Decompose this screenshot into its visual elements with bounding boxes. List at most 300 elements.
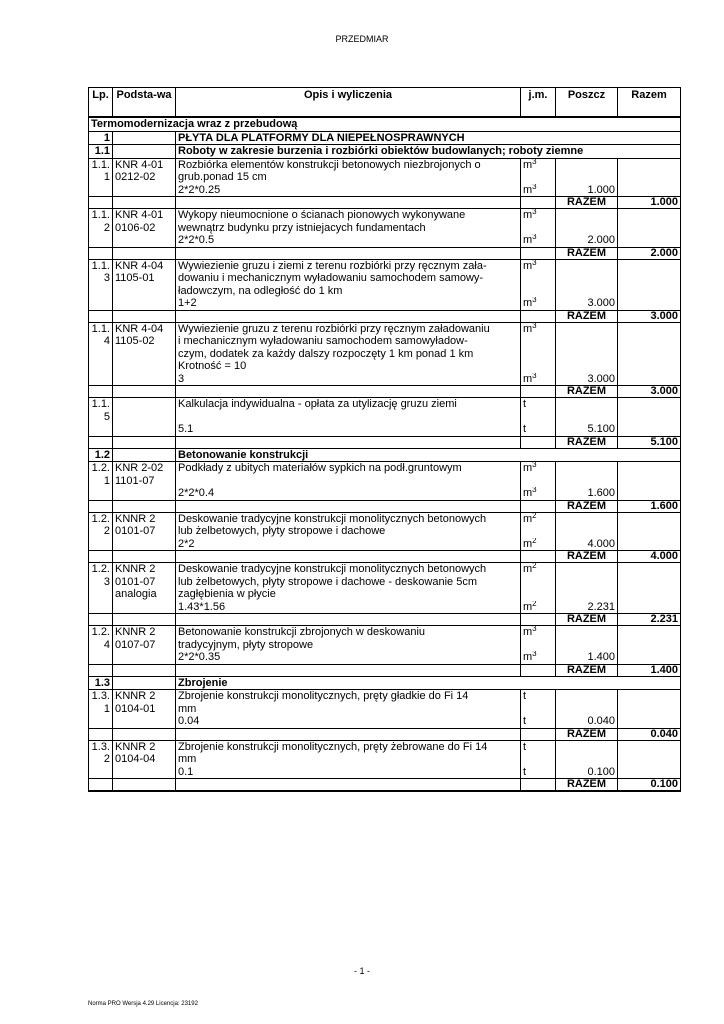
unit-label: $m^3$	[523, 183, 537, 196]
item-jm	[521, 322, 556, 335]
item-podstawa	[113, 348, 176, 361]
item-opis: ładowczym, na odległość do 1 km	[176, 285, 521, 298]
calc-jm	[521, 297, 556, 310]
unit-label: $m^3$	[523, 651, 537, 663]
calculated-quantity: 1.600	[556, 487, 618, 500]
summary-total: 3.000	[618, 310, 681, 322]
col-lp: Lp.	[89, 88, 113, 118]
item-poszcz	[556, 576, 618, 589]
item-opis: czym, dodatek za każdy dalszy rozpoczęty 1 km ponad 1 km	[176, 348, 521, 361]
calc-lp	[89, 538, 113, 551]
summary-row	[89, 247, 681, 259]
calculation-formula: 1.43*1.56	[176, 601, 521, 614]
summary-row	[89, 310, 681, 322]
item-lp	[89, 285, 113, 298]
summary-opis	[176, 728, 521, 740]
item-poszcz	[556, 462, 618, 475]
summary-lp	[89, 247, 113, 259]
item-razem	[618, 740, 681, 753]
section-title-s11: Roboty w zakresie burzenia i rozbiórki obiektów budowlanych; roboty ziemne	[176, 145, 681, 159]
summary-label: RAZEM	[556, 247, 618, 259]
item-lp: 1.1.	[89, 259, 113, 272]
item-row	[89, 639, 681, 652]
summary-pod	[113, 310, 176, 322]
col-poszcz: Poszcz	[556, 88, 618, 118]
calculation-formula: 3	[176, 373, 521, 386]
calc-lp	[89, 297, 113, 310]
section-title-s13: Zbrojenie	[176, 676, 681, 690]
item-podstawa: 0107-07	[113, 639, 176, 652]
item-poszcz	[556, 360, 618, 373]
item-lp: 1.1.	[89, 209, 113, 222]
item-razem	[618, 462, 681, 475]
unit-label-exp: 3	[532, 461, 537, 469]
item-row	[89, 576, 681, 589]
item-razem	[618, 639, 681, 652]
calculation-formula: 0.04	[176, 715, 521, 728]
calculation-formula: 5.1	[176, 423, 521, 436]
item-podstawa: KNNR 2	[113, 740, 176, 753]
item-lp: 1	[89, 703, 113, 716]
item-razem	[618, 563, 681, 576]
item-podstawa: KNR 2-02	[113, 462, 176, 475]
item-poszcz	[556, 171, 618, 184]
item-jm	[521, 512, 556, 525]
item-podstawa: KNNR 2	[113, 626, 176, 639]
item-opis: dowaniu i mechanicznym wyładowaniu samochodem samowy-	[176, 272, 521, 285]
unit-label: t	[523, 398, 527, 410]
calculation-row	[89, 766, 681, 779]
unit-label: t	[523, 765, 527, 778]
item-opis: Zbrojenie konstrukcji monolitycznych, pręty gładkie do Fi 14	[176, 690, 521, 703]
item-podstawa: KNR 4-04	[113, 322, 176, 335]
item-opis: Podkłady z ubitych materiałów sypkich na podł.gruntowym	[176, 462, 521, 475]
item-razem	[618, 703, 681, 716]
col-jm: j.m.	[521, 88, 556, 118]
summary-total: 1.600	[618, 500, 681, 512]
section-pod-s11	[113, 145, 176, 159]
item-row	[89, 322, 681, 335]
calc-jm	[521, 766, 556, 779]
item-opis: mm	[176, 753, 521, 766]
summary-label: RAZEM	[556, 436, 618, 448]
item-poszcz	[556, 626, 618, 639]
summary-row	[89, 436, 681, 448]
calc-razem	[618, 297, 681, 310]
item-lp: 1.3.	[89, 690, 113, 703]
item-lp: 1	[89, 171, 113, 184]
item-poszcz	[556, 703, 618, 716]
unit-label: $m^3$	[523, 625, 537, 638]
summary-lp	[89, 386, 113, 398]
item-jm	[521, 360, 556, 373]
summary-row	[89, 664, 681, 676]
calc-razem	[618, 651, 681, 664]
unit-label-exp: 3	[532, 183, 537, 191]
item-jm	[521, 411, 556, 424]
summary-opis	[176, 386, 521, 398]
summary-opis	[176, 436, 521, 448]
item-opis: i mechanicznym wyładowaniu samochodem samowyładow-	[176, 335, 521, 348]
item-poszcz	[556, 525, 618, 538]
summary-row	[89, 500, 681, 512]
item-row	[89, 272, 681, 285]
summary-lp	[89, 197, 113, 209]
item-jm	[521, 462, 556, 475]
summary-jm	[521, 728, 556, 740]
unit-label-exp: 3	[532, 259, 537, 267]
calc-podstawa	[113, 184, 176, 197]
item-opis: lub żelbetowych, płyty stropowe i dachowe - deskowanie 5cm	[176, 576, 521, 589]
summary-jm	[521, 436, 556, 448]
item-razem	[618, 171, 681, 184]
item-jm	[521, 335, 556, 348]
item-opis: Deskowanie tradycyjne konstrukcji monolitycznych betonowych	[176, 512, 521, 525]
summary-lp	[89, 500, 113, 512]
calculation-row	[89, 373, 681, 386]
summary-lp	[89, 664, 113, 676]
item-lp	[89, 348, 113, 361]
summary-jm	[521, 779, 556, 792]
item-opis	[176, 411, 521, 424]
section-row-s12	[89, 448, 681, 462]
item-razem	[618, 398, 681, 411]
unit-label: $m^3$	[523, 461, 537, 474]
summary-opis	[176, 500, 521, 512]
unit-label: $m^3$	[523, 234, 537, 246]
item-jm	[521, 753, 556, 766]
summary-label: RAZEM	[556, 310, 618, 322]
unit-label-exp: 2	[532, 600, 537, 608]
item-lp	[89, 360, 113, 373]
summary-pod	[113, 386, 176, 398]
item-podstawa: 0104-01	[113, 703, 176, 716]
item-row	[89, 563, 681, 576]
summary-opis	[176, 551, 521, 563]
item-podstawa: 0106-02	[113, 222, 176, 235]
section-lp-s11: 1.1	[89, 145, 113, 159]
calc-podstawa	[113, 766, 176, 779]
calculated-quantity: 2.000	[556, 234, 618, 247]
item-jm	[521, 639, 556, 652]
item-opis: mm	[176, 703, 521, 716]
unit-label: $m^3$	[523, 158, 537, 171]
item-poszcz	[556, 475, 618, 488]
summary-pod	[113, 664, 176, 676]
table-body	[89, 117, 681, 791]
calc-podstawa	[113, 234, 176, 247]
summary-opis	[176, 310, 521, 322]
calculated-quantity: 1.400	[556, 651, 618, 664]
summary-jm	[521, 247, 556, 259]
calc-jm	[521, 538, 556, 551]
summary-label: RAZEM	[556, 614, 618, 626]
summary-row	[89, 614, 681, 626]
item-lp: 3	[89, 272, 113, 285]
item-jm	[521, 158, 556, 171]
unit-label: t	[523, 740, 527, 753]
calc-jm	[521, 184, 556, 197]
item-jm	[521, 272, 556, 285]
summary-lp	[89, 779, 113, 792]
item-row	[89, 475, 681, 488]
item-poszcz	[556, 209, 618, 222]
item-razem	[618, 335, 681, 348]
section-row-main	[89, 117, 681, 131]
calculated-quantity: 0.040	[556, 715, 618, 728]
calc-jm	[521, 423, 556, 436]
item-row	[89, 703, 681, 716]
summary-jm	[521, 386, 556, 398]
item-razem	[618, 512, 681, 525]
summary-jm	[521, 500, 556, 512]
summary-jm	[521, 664, 556, 676]
item-podstawa: 1105-01	[113, 272, 176, 285]
calculation-row	[89, 601, 681, 614]
summary-row	[89, 728, 681, 740]
item-opis	[176, 475, 521, 488]
item-podstawa: 1105-02	[113, 335, 176, 348]
item-podstawa: KNR 4-01	[113, 209, 176, 222]
summary-pod	[113, 197, 176, 209]
item-jm	[521, 285, 556, 298]
page-number: - 1 -	[353, 966, 370, 976]
item-razem	[618, 158, 681, 171]
item-poszcz	[556, 285, 618, 298]
item-poszcz	[556, 259, 618, 272]
item-jm	[521, 209, 556, 222]
item-opis: zagłębienia w płycie	[176, 588, 521, 601]
item-podstawa: 0101-07	[113, 576, 176, 589]
summary-row	[89, 779, 681, 792]
unit-label-exp: 3	[532, 208, 537, 216]
item-jm	[521, 525, 556, 538]
item-podstawa: KNR 4-01	[113, 158, 176, 171]
item-row	[89, 259, 681, 272]
summary-lp	[89, 614, 113, 626]
item-row	[89, 348, 681, 361]
item-razem	[618, 322, 681, 335]
item-opis: tradycyjnym, płyty stropowe	[176, 639, 521, 652]
calc-podstawa	[113, 538, 176, 551]
item-row	[89, 171, 681, 184]
item-poszcz	[556, 398, 618, 411]
calc-podstawa	[113, 423, 176, 436]
calculation-row	[89, 234, 681, 247]
calculation-formula: 2*2*0.25	[176, 184, 521, 197]
section-title-s12: Betonowanie konstrukcji	[176, 448, 681, 462]
calc-jm	[521, 373, 556, 386]
calculated-quantity: 3.000	[556, 373, 618, 386]
section-row-s13	[89, 676, 681, 690]
item-row	[89, 398, 681, 411]
calculation-formula: 2*2*0.5	[176, 234, 521, 247]
item-podstawa	[113, 411, 176, 424]
summary-pod	[113, 247, 176, 259]
unit-label-exp: 3	[532, 372, 537, 380]
calc-razem	[618, 487, 681, 500]
item-lp: 1.1.	[89, 398, 113, 411]
item-poszcz	[556, 348, 618, 361]
unit-label: t	[523, 423, 527, 435]
item-poszcz	[556, 740, 618, 753]
summary-label: RAZEM	[556, 197, 618, 209]
item-razem	[618, 626, 681, 639]
item-poszcz	[556, 222, 618, 235]
col-podstawa: Podsta-wa	[113, 88, 176, 118]
unit-label: $m^3$	[523, 487, 537, 499]
unit-label-exp: 3	[532, 625, 537, 633]
summary-jm	[521, 551, 556, 563]
item-row	[89, 285, 681, 298]
item-podstawa: analogia	[113, 588, 176, 601]
item-jm	[521, 171, 556, 184]
summary-total: 0.100	[618, 779, 681, 792]
calc-razem	[618, 234, 681, 247]
item-podstawa: 0212-02	[113, 171, 176, 184]
section-lp-s13: 1.3	[89, 676, 113, 690]
summary-total: 1.400	[618, 664, 681, 676]
item-podstawa: KNNR 2	[113, 690, 176, 703]
summary-total: 5.100	[618, 436, 681, 448]
calc-jm	[521, 651, 556, 664]
calculation-row	[89, 538, 681, 551]
item-razem	[618, 588, 681, 601]
item-podstawa	[113, 360, 176, 373]
item-podstawa: KNNR 2	[113, 563, 176, 576]
calc-lp	[89, 423, 113, 436]
item-razem	[618, 360, 681, 373]
summary-row	[89, 551, 681, 563]
item-razem	[618, 475, 681, 488]
calculation-row	[89, 651, 681, 664]
summary-opis	[176, 614, 521, 626]
calculated-quantity: 3.000	[556, 297, 618, 310]
calculation-row	[89, 487, 681, 500]
item-jm	[521, 690, 556, 703]
calculation-formula: 2*2*0.4	[176, 487, 521, 500]
item-lp: 3	[89, 576, 113, 589]
item-podstawa	[113, 285, 176, 298]
item-row	[89, 690, 681, 703]
item-opis: Zbrojenie konstrukcji monolitycznych, pręty żebrowane do Fi 14	[176, 740, 521, 753]
unit-label-exp: 3	[532, 234, 537, 241]
item-poszcz	[556, 272, 618, 285]
summary-label: RAZEM	[556, 664, 618, 676]
item-jm	[521, 740, 556, 753]
item-lp: 4	[89, 335, 113, 348]
unit-label-exp: 2	[532, 512, 537, 520]
item-poszcz	[556, 639, 618, 652]
item-poszcz	[556, 158, 618, 171]
calc-razem	[618, 184, 681, 197]
summary-label: RAZEM	[556, 728, 618, 740]
unit-label: $m^3$	[523, 259, 537, 272]
col-opis: Opis i wyliczenia	[176, 88, 521, 118]
unit-label: $m^3$	[523, 297, 537, 309]
calc-podstawa	[113, 651, 176, 664]
item-podstawa: 1101-07	[113, 475, 176, 488]
item-opis: lub żelbetowych, płyty stropowe i dachowe	[176, 525, 521, 538]
calculation-formula: 2*2	[176, 538, 521, 551]
item-razem	[618, 285, 681, 298]
summary-lp	[89, 310, 113, 322]
summary-opis	[176, 247, 521, 259]
unit-label: $m^3$	[523, 322, 537, 335]
calculated-quantity: 2.231	[556, 601, 618, 614]
item-row	[89, 588, 681, 601]
calc-podstawa	[113, 601, 176, 614]
footer-license: Norma PRO Wersja 4.29 Licencja: 23192	[88, 1001, 198, 1007]
item-opis: wewnątrz budynku przy istniejacych fundamentach	[176, 222, 521, 235]
unit-label: $m^2$	[523, 512, 537, 525]
unit-label-exp: 3	[532, 158, 537, 166]
section-pod-s12	[113, 448, 176, 462]
item-razem	[618, 348, 681, 361]
item-row	[89, 525, 681, 538]
table-header-row	[89, 88, 681, 118]
item-row	[89, 158, 681, 171]
summary-label: RAZEM	[556, 386, 618, 398]
summary-jm	[521, 197, 556, 209]
item-poszcz	[556, 753, 618, 766]
summary-lp	[89, 551, 113, 563]
item-opis: Kalkulacja indywidualna - opłata za utylizację gruzu ziemi	[176, 398, 521, 411]
item-lp: 5	[89, 411, 113, 424]
calc-podstawa	[113, 487, 176, 500]
item-lp: 4	[89, 639, 113, 652]
summary-total: 2.000	[618, 247, 681, 259]
item-opis: Wykopy nieumocnione o ścianach pionowych wykonywane	[176, 209, 521, 222]
calc-lp	[89, 651, 113, 664]
calculation-row	[89, 297, 681, 310]
summary-lp	[89, 436, 113, 448]
calc-razem	[618, 373, 681, 386]
summary-pod	[113, 436, 176, 448]
calculation-row	[89, 715, 681, 728]
item-podstawa: KNNR 2	[113, 512, 176, 525]
item-opis: Wywiezienie gruzu z terenu rozbiórki przy ręcznym załadowaniu	[176, 322, 521, 335]
summary-pod	[113, 779, 176, 792]
calculated-quantity: 5.100	[556, 423, 618, 436]
summary-total: 3.000	[618, 386, 681, 398]
item-jm	[521, 398, 556, 411]
item-row	[89, 411, 681, 424]
section-lp-s12: 1.2	[89, 448, 113, 462]
calc-lp	[89, 487, 113, 500]
section-pod-s1	[113, 131, 176, 145]
unit-label: t	[523, 690, 527, 702]
item-jm	[521, 626, 556, 639]
unit-label: $m^2$	[523, 537, 537, 550]
item-jm	[521, 348, 556, 361]
item-poszcz	[556, 690, 618, 703]
section-row-s1	[89, 131, 681, 145]
calculated-quantity: 0.100	[556, 766, 618, 779]
summary-label: RAZEM	[556, 500, 618, 512]
item-row	[89, 740, 681, 753]
item-poszcz	[556, 588, 618, 601]
unit-label-exp: 3	[532, 651, 537, 658]
item-poszcz	[556, 322, 618, 335]
calc-lp	[89, 715, 113, 728]
item-opis: Krotność = 10	[176, 360, 521, 373]
item-row	[89, 753, 681, 766]
calc-podstawa	[113, 297, 176, 310]
summary-jm	[521, 614, 556, 626]
item-row	[89, 360, 681, 373]
unit-label-exp: 3	[532, 297, 537, 304]
